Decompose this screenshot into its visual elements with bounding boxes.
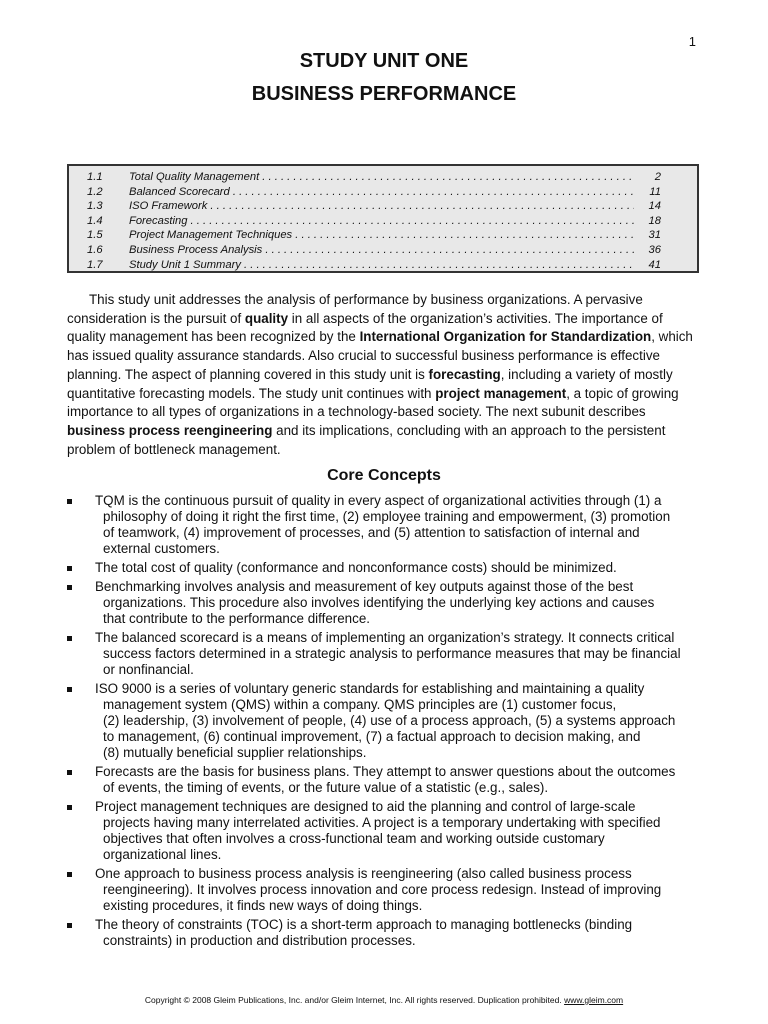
bullet-line: organizations. This procedure also involves identifying the underlying key actions and causes (103, 595, 655, 610)
intro-bold-term: quality (244, 310, 289, 326)
square-bullet-icon (67, 499, 72, 504)
square-bullet-icon (67, 770, 72, 775)
toc-title: Forecasting . . . (129, 214, 634, 229)
square-bullet-icon (67, 805, 72, 810)
bullet-line: Benchmarking involves analysis and measurement of key outputs against those of the best (95, 579, 634, 594)
intro-text: , which has issued quality assurance standards. Also crucial to successful business performance is effective planning. The aspect of planning covered in this study unit is (67, 329, 693, 382)
page-title-line1: STUDY UNIT ONE (299, 50, 469, 72)
toc-title: Balanced Scorecard . . . (129, 185, 634, 200)
bullet-line: organizational lines. (103, 847, 222, 862)
table-of-contents (67, 164, 699, 273)
bullet-line: (2) leadership, (3) involvement of people, (4) use of a process approach, (5) a systems approach (103, 713, 676, 728)
square-bullet-icon (67, 566, 72, 571)
bullet-line: Project management techniques are designed to aid the planning and control of large-scale (95, 799, 636, 814)
core-concepts-list (67, 493, 701, 952)
toc-number: 1.3 (87, 200, 103, 213)
bullet-line: philosophy of doing it right the first time, (2) employee training and empowerment, (3) promotion (103, 509, 671, 524)
core-concepts-heading: Core Concepts (327, 467, 441, 484)
footer (0, 995, 768, 1005)
footer-website-link[interactable]: www.gleim.com (564, 995, 624, 1005)
toc-title: Project Management Techniques . . . (129, 228, 634, 243)
toc-title: Business Process Analysis . . . (129, 243, 634, 258)
toc-number: 1.1 (87, 171, 103, 183)
bullet-line: ISO 9000 is a series of voluntary generic standards for establishing and maintaining a quality (95, 681, 645, 696)
intro-paragraph (67, 291, 701, 459)
bullet-line: The total cost of quality (conformance and nonconformance costs) should be minimized. (95, 560, 617, 575)
list-item (67, 764, 701, 796)
footer-copyright: Copyright © 2008 Gleim Publications, Inc. and/or Gleim Internet, Inc. All rights reserved. Duplication prohibited. (144, 995, 565, 1005)
bullet-line: constraints) in production and distribution processes. (103, 933, 416, 948)
bullet-line: The theory of constraints (TOC) is a short-term approach to managing bottlenecks (binding (95, 917, 633, 932)
toc-row[interactable] (69, 243, 697, 258)
bullet-line: to management, (6) continual improvement, (7) a factual approach to decision making, and (103, 729, 641, 744)
intro-bold-term: International Organization for Standardization (359, 329, 652, 345)
toc-page: 2 (654, 171, 661, 183)
toc-title: Total Quality Management . . . (129, 170, 634, 185)
intro-text: This study unit addresses the analysis of performance by business organizations. A pervasive consideration is the pursuit of (67, 292, 643, 326)
toc-row[interactable] (69, 214, 697, 229)
square-bullet-icon (67, 687, 72, 692)
bullet-line: of teamwork, (4) improvement of processes, and (5) attention to satisfaction of internal and (103, 525, 640, 540)
list-item (67, 799, 701, 863)
list-item (67, 560, 701, 576)
toc-number: 1.7 (87, 258, 103, 271)
toc-page: 18 (648, 214, 661, 227)
intro-bold-term: business process reengineering (67, 422, 273, 438)
list-item (67, 493, 701, 557)
toc-row[interactable] (69, 185, 697, 200)
toc-page: 41 (648, 258, 661, 271)
bullet-line: One approach to business process analysis is reengineering (also called business process (95, 866, 632, 881)
bullet-line: success factors determined in a strategic analysis to performance measures that may be financial (103, 646, 681, 661)
intro-text: , a topic of growing importance to all types of organizations in a technology-based society. The next subunit describes (67, 385, 679, 420)
toc-row[interactable] (69, 258, 697, 273)
toc-row[interactable] (69, 199, 697, 214)
square-bullet-icon (67, 923, 72, 928)
square-bullet-icon (67, 636, 72, 641)
toc-number: 1.6 (87, 243, 103, 256)
bullet-line: Forecasts are the basis for business plans. They attempt to answer questions about the outcomes (95, 764, 676, 779)
page-title-line2: BUSINESS PERFORMANCE (251, 83, 517, 105)
bullet-line: reengineering). It involves process innovation and core process redesign. Instead of improving (103, 882, 662, 897)
bullet-line: TQM is the continuous pursuit of quality in every aspect of organizational activities through (1) a (95, 493, 662, 508)
bullet-line: of events, the timing of events, or the future value of a statistic (e.g., sales). (103, 780, 549, 795)
square-bullet-icon (67, 585, 72, 590)
page-number: 1 (688, 34, 696, 49)
list-item (67, 866, 701, 914)
bullet-line: (8) mutually beneficial supplier relationships. (103, 745, 367, 760)
intro-bold-term: project management (435, 385, 567, 401)
toc-number: 1.5 (87, 229, 103, 242)
list-item (67, 579, 701, 627)
toc-page: 14 (648, 200, 661, 213)
list-item (67, 630, 701, 678)
toc-number: 1.4 (87, 214, 103, 227)
square-bullet-icon (67, 872, 72, 877)
toc-page: 31 (648, 229, 661, 242)
bullet-line: existing procedures, it finds new ways of doing things. (103, 898, 423, 913)
bullet-line: external customers. (103, 541, 220, 556)
intro-text: , including a variety of mostly quantitative forecasting models. The study unit continues with (67, 366, 673, 401)
bullet-line: The balanced scorecard is a means of implementing an organization’s strategy. It connects critical (95, 630, 675, 645)
bullet-line: that contribute to the performance difference. (103, 611, 370, 626)
toc-title: ISO Framework . . . (129, 199, 634, 214)
bullet-line: or nonfinancial. (103, 662, 194, 677)
toc-row[interactable] (69, 170, 697, 185)
bullet-line: management system (QMS) within a company. QMS principles are (1) customer focus, (103, 697, 617, 712)
intro-text: and its implications, concluding with an approach to the persistent problem of bottleneck management. (67, 422, 666, 457)
intro-bold-term: forecasting (428, 366, 501, 382)
toc-page: 36 (648, 243, 661, 256)
toc-number: 1.2 (87, 185, 103, 198)
list-item (67, 681, 701, 761)
list-item (67, 917, 701, 949)
toc-title: Study Unit 1 Summary . . . (129, 258, 634, 273)
bullet-line: projects having many interrelated activities. A project is a temporary undertaking with specified (103, 815, 661, 830)
toc-row[interactable] (69, 228, 697, 243)
toc-page: 11 (649, 185, 661, 198)
intro-text: in all aspects of the organization’s activities. The importance of quality management has been recognized by the (67, 310, 663, 345)
bullet-line: objectives that often involves a cross-functional team and working outside customary (103, 831, 605, 846)
